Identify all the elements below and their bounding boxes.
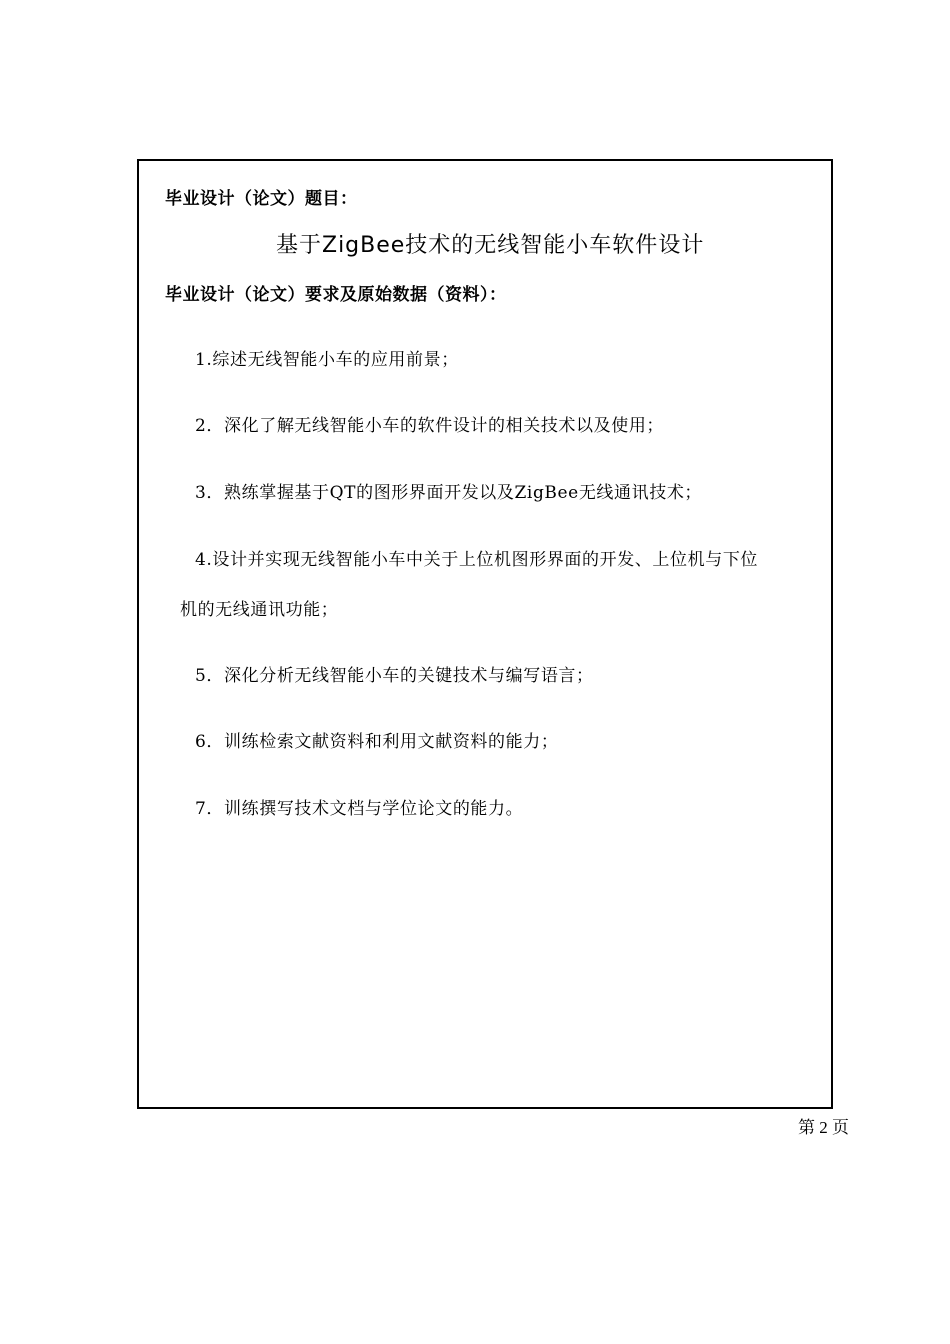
topic-title: 基于ZigBee技术的无线智能小车软件设计: [276, 233, 705, 258]
requirement-item-5: 5．深化分析无线智能小车的关键技术与编写语言；: [195, 666, 594, 686]
requirement-item-2: 2．深化了解无线智能小车的软件设计的相关技术以及使用；: [195, 416, 665, 436]
page-number: 第 2 页: [798, 1118, 849, 1137]
topic-label: 毕业设计（论文）题目：: [165, 189, 358, 209]
requirement-item-7: 7．训练撰写技术文档与学位论文的能力。: [195, 799, 524, 819]
requirement-item-3: 3．熟练掌握基于QT的图形界面开发以及ZigBee无线通讯技术；: [195, 483, 703, 503]
requirement-item-6: 6．训练检索文献资料和利用文献资料的能力；: [195, 732, 559, 752]
requirement-item-4: 4.设计并实现无线智能小车中关于上位机图形界面的开发、上位机与下位: [195, 550, 759, 570]
requirements-label: 毕业设计（论文）要求及原始数据（资料）：: [165, 285, 507, 305]
requirement-item-4-continued: 机的无线通讯功能；: [180, 600, 339, 620]
requirement-item-1: 1.综述无线智能小车的应用前景；: [195, 350, 459, 370]
